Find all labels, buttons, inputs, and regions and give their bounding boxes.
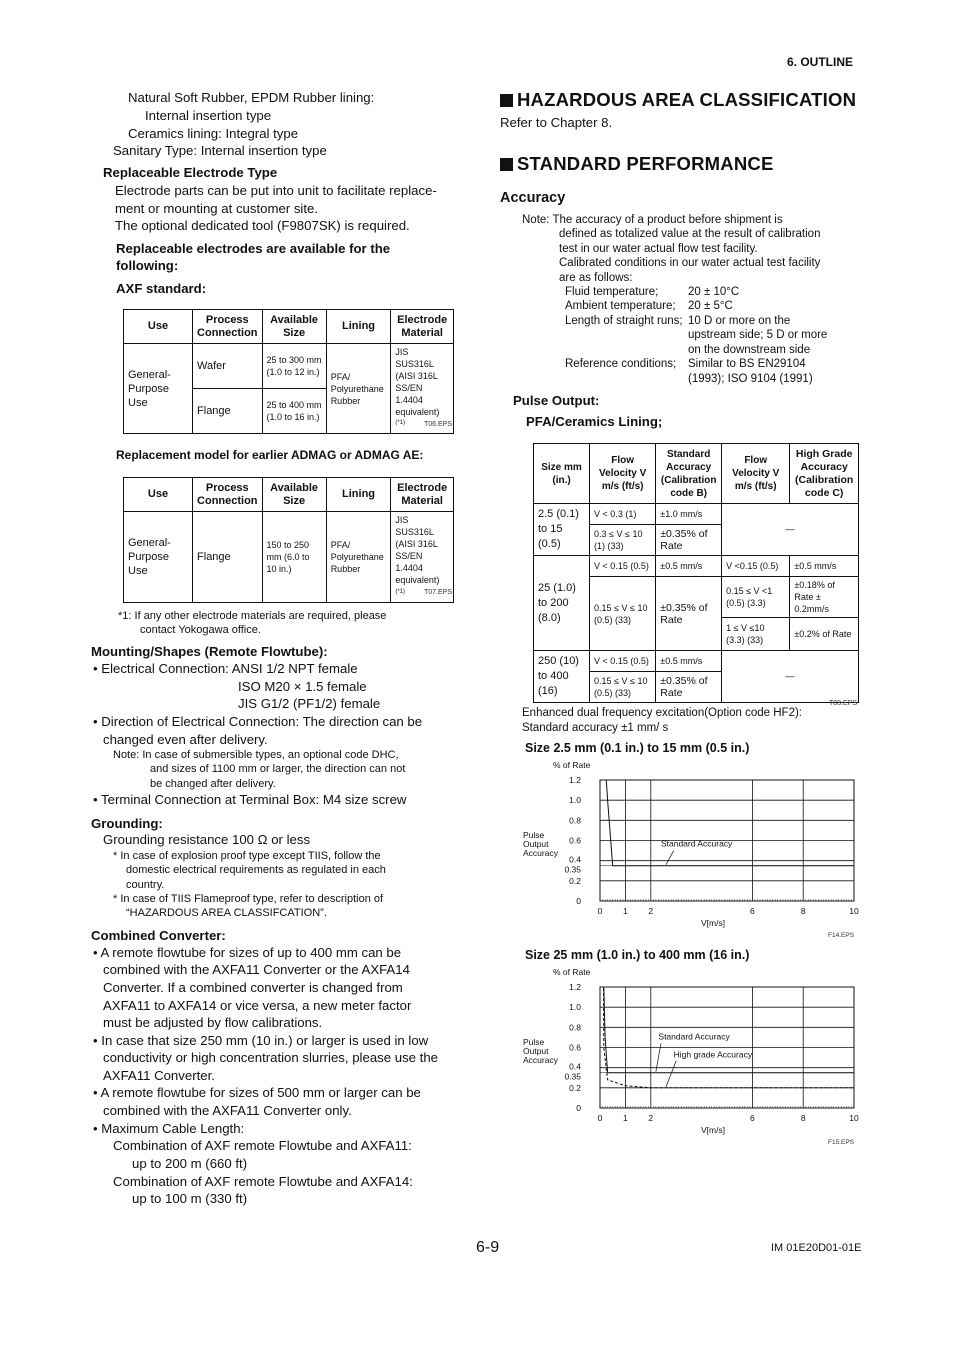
grounding-note: * In case of TIIS Flameproof type, refer to description of <box>113 893 384 905</box>
condition-value: Similar to BS EN29104 <box>688 358 806 370</box>
use-cell: General-Purpose Use <box>124 344 193 434</box>
annotation-leader <box>666 851 674 865</box>
footnote: contact Yokogawa office. <box>140 624 261 636</box>
footnote-mark: (*1) <box>395 589 406 595</box>
annotation-label: Standard Accuracy <box>658 1031 730 1042</box>
note-line: defined as totalized value at the result of calibration <box>559 228 821 240</box>
y-axis-label: Output <box>523 839 549 850</box>
col-header: Lining <box>326 310 391 344</box>
accuracy-cell: ±0.5 mm/s <box>656 556 722 577</box>
replaceable-title: Replaceable Electrode Type <box>103 165 278 180</box>
terminal-line: • Terminal Connection at Terminal Box: M4 size screw <box>93 792 407 807</box>
col-header: Electrode Material <box>391 310 454 344</box>
axf-standard-label: AXF standard: <box>116 281 207 296</box>
y-tick-label: 0.8 <box>569 1022 581 1033</box>
x-tick-label: 10 <box>849 1113 859 1123</box>
intro-line: Ceramics lining: Integral type <box>128 126 299 141</box>
combined-line: • A remote flowtube for sizes of up to 400 mm can be <box>93 945 402 960</box>
chart2-title: Size 25 mm (1.0 in.) to 400 mm (16 in.) <box>525 948 750 962</box>
col-header: Process Connection <box>193 478 262 512</box>
grounding-note: country. <box>126 879 165 891</box>
velocity-cell: 0.15 ≤ V ≤ 10 (0.5) (33) <box>590 672 656 703</box>
material-cell <box>391 344 454 434</box>
x-axis-label: V[m/s] <box>700 918 726 928</box>
hazard-heading <box>500 89 856 111</box>
use-cell: General-Purpose Use <box>124 512 193 603</box>
material-text: JIS SUS316L (AISI 316L SS/EN 1.4404 equivalent) <box>395 347 440 417</box>
perf-title: STANDARD PERFORMANCE <box>517 153 774 174</box>
y-axis-label: Accuracy <box>523 1055 558 1066</box>
y-tick-label: 1.2 <box>569 775 581 785</box>
mounting-title: Mounting/Shapes (Remote Flowtube): <box>91 644 328 659</box>
y-axis-label: Output <box>523 1046 549 1057</box>
grounding-note: domestic electrical requirements as regulated in each <box>126 864 386 876</box>
pulse-title: Pulse Output: <box>513 393 600 408</box>
grounding-title: Grounding: <box>91 816 163 831</box>
condition-label: Fluid temperature; <box>565 286 659 298</box>
mounting-line: • Electrical Connection: ANSI 1/2 NPT female <box>93 661 358 676</box>
intro-line: Internal insertion type <box>145 108 272 123</box>
combined-line: AXFA11 Converter. <box>103 1068 215 1083</box>
y-axis-label: Pulse <box>523 830 545 841</box>
series-line <box>601 758 854 866</box>
electrode-table-axf <box>123 309 454 434</box>
eps-label: T06.EPS <box>424 421 453 428</box>
combined-line: Converter. If a combined converter is changed from <box>103 980 403 995</box>
col-header: Electrode Material <box>391 478 454 512</box>
mounting-line: JIS G1/2 (PF1/2) female <box>238 696 381 711</box>
combined-line: combined with the AXFA11 Converter or the AXFA14 <box>103 962 410 977</box>
x-tick-label: 1 <box>623 906 628 916</box>
accuracy-cell: ±0.35% of Rate <box>656 577 722 651</box>
col-header: Size mm (in.) <box>534 444 590 504</box>
empty-cell: — <box>722 651 859 703</box>
x-tick-label: 0 <box>597 1113 603 1123</box>
accuracy-cell: ±0.2% of Rate <box>790 618 859 651</box>
col-header: Standard Accuracy (Calibration code B) <box>656 444 722 504</box>
mounting-note: be changed after delivery. <box>150 778 276 790</box>
combined-line: up to 100 m (330 ft) <box>132 1191 248 1206</box>
series-line <box>601 965 854 1088</box>
size-cell: 25 to 300 mm (1.0 to 12 in.) <box>262 344 326 389</box>
y-tick-label: 0.6 <box>569 1042 581 1053</box>
intro-line: Sanitary Type: Internal insertion type <box>113 143 327 158</box>
eps-label: F15.EPS <box>827 1139 854 1145</box>
x-tick-label: 6 <box>750 1113 755 1123</box>
y-tick-label: 0.4 <box>569 854 581 865</box>
condition-label: Ambient temperature; <box>565 300 676 312</box>
lining-cell: PFA/ Polyurethane Rubber <box>326 344 391 434</box>
y-axis-label: Pulse <box>523 1037 545 1048</box>
y-axis-label: Accuracy <box>523 848 558 859</box>
annotation-label: High grade Accuracy <box>673 1049 753 1060</box>
lining-cell: PFA/ Polyurethane Rubber <box>326 512 391 603</box>
available-title: following: <box>116 258 179 273</box>
y-tick-label: 0.2 <box>569 875 581 886</box>
combined-line: Combination of AXF remote Flowtube and AXFA14: <box>113 1174 413 1189</box>
note-line: test in our water actual flow test facility. <box>559 243 758 255</box>
y-axis-top-label: % of Rate <box>553 760 591 770</box>
col-header: Use <box>124 310 193 344</box>
velocity-cell: 0.15 ≤ V ≤ 10 (0.5) (33) <box>590 577 656 651</box>
mounting-line: • Direction of Electrical Connection: The direction can be <box>93 714 423 729</box>
footnote: *1: If any other electrode materials are required, please <box>118 610 387 622</box>
combined-line: up to 200 m (660 ft) <box>132 1156 248 1171</box>
x-tick-label: 2 <box>648 906 654 916</box>
conn-cell: Flange <box>193 512 262 603</box>
col-header: Use <box>124 478 193 512</box>
perf-heading <box>500 153 774 175</box>
replaceable-text: The optional dedicated tool (F9807SK) is required. <box>115 218 410 233</box>
electrode-table-admag <box>123 477 454 603</box>
replaceable-text: Electrode parts can be put into unit to facilitate replace- <box>115 183 437 198</box>
col-header: Available Size <box>262 478 326 512</box>
grounding-note: “HAZARDOUS AREA CLASSIFCATION”. <box>126 907 327 919</box>
section-header: 6. OUTLINE <box>787 55 854 69</box>
x-tick-label: 8 <box>800 1113 806 1123</box>
hazard-text: Refer to Chapter 8. <box>500 115 613 130</box>
col-header: Flow Velocity V m/s (ft/s) <box>722 444 790 504</box>
chart-size-large <box>515 965 870 1145</box>
condition-label: Length of straight runs; <box>565 315 683 327</box>
replaceable-text: ment or mounting at customer site. <box>115 201 319 216</box>
eps-label: T07.EPS <box>424 589 453 596</box>
combined-line: Combination of AXF remote Flowtube and AXFA11: <box>113 1138 412 1153</box>
square-bullet-icon <box>500 94 513 107</box>
y-tick-label: 0.35 <box>564 1071 581 1082</box>
accuracy-title: Accuracy <box>500 190 566 206</box>
size-cell: 250 (10) to 400 (16) <box>534 651 590 703</box>
note-line: Calibrated conditions in our water actual test facility <box>559 257 821 269</box>
condition-value: (1993); ISO 9104 (1991) <box>688 373 813 385</box>
x-axis-label: V[m/s] <box>700 1125 726 1135</box>
velocity-cell: V <0.15 (0.5) <box>722 556 790 577</box>
size-cell: 150 to 250 mm (6.0 to 10 in.) <box>262 512 326 603</box>
chart1-title: Size 2.5 mm (0.1 in.) to 15 mm (0.5 in.) <box>525 741 750 755</box>
chart-size-small <box>515 758 870 938</box>
col-header: Process Connection <box>193 310 262 344</box>
y-tick-label: 0.6 <box>569 835 581 846</box>
condition-label: Reference conditions; <box>565 358 677 370</box>
note-line: Note: The accuracy of a product before shipment is <box>522 214 783 226</box>
available-title: Replaceable electrodes are available for the <box>116 241 391 256</box>
y-tick-label: 0 <box>576 1103 581 1113</box>
condition-value: 10 D or more on the <box>688 315 791 327</box>
x-tick-label: 1 <box>623 1113 628 1123</box>
x-tick-label: 0 <box>597 906 603 916</box>
condition-value: on the downstream side <box>688 344 811 356</box>
condition-value: upstream side; 5 D or more <box>688 329 828 341</box>
mounting-note: and sizes of 1100 mm or larger, the direction can not <box>150 763 406 775</box>
combined-line: conductivity or high concentration slurries, please use the <box>103 1050 438 1065</box>
eps-label: F14.EPS <box>827 932 854 938</box>
y-tick-label: 0.35 <box>564 864 581 875</box>
note-line: are as follows: <box>559 272 633 284</box>
condition-value: 20 ± 10°C <box>688 286 740 298</box>
condition-value: 20 ± 5°C <box>688 300 733 312</box>
size-cell: 25 to 400 mm (1.0 to 16 in.) <box>262 389 326 434</box>
col-header: Available Size <box>262 310 326 344</box>
col-header: Flow Velocity V m/s (ft/s) <box>590 444 656 504</box>
accuracy-cell: ±0.5 mm/s <box>656 651 722 672</box>
grounding-text: Grounding resistance 100 Ω or less <box>103 832 311 847</box>
x-tick-label: 2 <box>648 1113 654 1123</box>
accuracy-cell: ±0.5 mm/s <box>790 556 859 577</box>
combined-line: combined with the AXFA11 Converter only. <box>103 1103 352 1118</box>
conn-cell: Wafer <box>193 344 262 389</box>
combined-line: • In case that size 250 mm (10 in.) or larger is used in low <box>93 1033 429 1048</box>
material-text: JIS SUS316L (AISI 316L SS/EN 1.4404 equivalent) <box>395 515 440 585</box>
replacement-title: Replacement model for earlier ADMAG or ADMAG AE: <box>116 448 424 462</box>
grounding-note: * In case of explosion proof type except TIIS, follow the <box>113 850 381 862</box>
conn-cell: Flange <box>193 389 262 434</box>
dual-line: Standard accuracy ±1 mm/ s <box>522 722 669 734</box>
y-tick-label: 1.0 <box>569 1002 581 1013</box>
col-header: High Grade Accuracy (Calibration code C) <box>790 444 859 504</box>
square-bullet-icon <box>500 158 513 171</box>
dual-line: Enhanced dual frequency excitation(Option code HF2): <box>522 707 802 719</box>
annotation-leader <box>666 1061 676 1087</box>
velocity-cell: V < 0.15 (0.5) <box>590 651 656 672</box>
combined-line: • A remote flowtube for sizes of 500 mm or larger can be <box>93 1085 421 1100</box>
size-cell: 2.5 (0.1) to 15 (0.5) <box>534 504 590 556</box>
hazard-title: HAZARDOUS AREA CLASSIFICATION <box>517 89 857 110</box>
y-tick-label: 0 <box>576 896 581 906</box>
y-tick-label: 0.4 <box>569 1061 581 1072</box>
combined-line: • Maximum Cable Length: <box>93 1121 245 1136</box>
pfa-title: PFA/Ceramics Lining; <box>526 414 663 429</box>
accuracy-cell: ±0.35% of Rate <box>656 672 722 703</box>
eps-label: T08.EPS <box>829 700 858 707</box>
y-axis-top-label: % of Rate <box>553 967 591 977</box>
accuracy-cell: ±0.18% of Rate ± 0.2mm/s <box>790 577 859 618</box>
footnote-mark: (*1) <box>395 420 406 426</box>
combined-line: must be adjusted by flow calibrations. <box>103 1015 323 1030</box>
col-header: Lining <box>326 478 391 512</box>
velocity-cell: 1 ≤ V ≤10 (3.3) (33) <box>722 618 790 651</box>
velocity-cell: 0.3 ≤ V ≤ 10 (1) (33) <box>590 525 656 556</box>
mounting-note: Note: In case of submersible types, an optional code DHC, <box>113 749 399 761</box>
mounting-line: ISO M20 × 1.5 female <box>238 679 367 694</box>
y-tick-label: 1.2 <box>569 982 581 992</box>
combined-line: AXFA11 to AXFA14 or vice versa, a new meter factor <box>103 998 412 1013</box>
doc-number: IM 01E20D01-01E <box>771 1242 862 1254</box>
y-tick-label: 1.0 <box>569 795 581 806</box>
size-cell: 25 (1.0) to 200 (8.0) <box>534 556 590 651</box>
empty-cell: — <box>722 504 859 556</box>
accuracy-cell: ±1.0 mm/s <box>656 504 722 525</box>
mounting-line: changed even after delivery. <box>103 732 268 747</box>
velocity-cell: V < 0.15 (0.5) <box>590 556 656 577</box>
intro-line: Natural Soft Rubber, EPDM Rubber lining: <box>128 90 375 105</box>
page-number: 6-9 <box>476 1239 500 1256</box>
velocity-cell: 0.15 ≤ V <1 (0.5) (3.3) <box>722 577 790 618</box>
x-tick-label: 10 <box>849 906 859 916</box>
x-tick-label: 6 <box>750 906 755 916</box>
annotation-label: Standard Accuracy <box>660 838 733 849</box>
velocity-cell: V < 0.3 (1) <box>590 504 656 525</box>
accuracy-cell: ±0.35% of Rate <box>656 525 722 556</box>
accuracy-table <box>533 443 859 703</box>
y-tick-label: 0.2 <box>569 1082 581 1093</box>
y-tick-label: 0.8 <box>569 815 581 826</box>
combined-title: Combined Converter: <box>91 928 226 943</box>
x-tick-label: 8 <box>800 906 806 916</box>
